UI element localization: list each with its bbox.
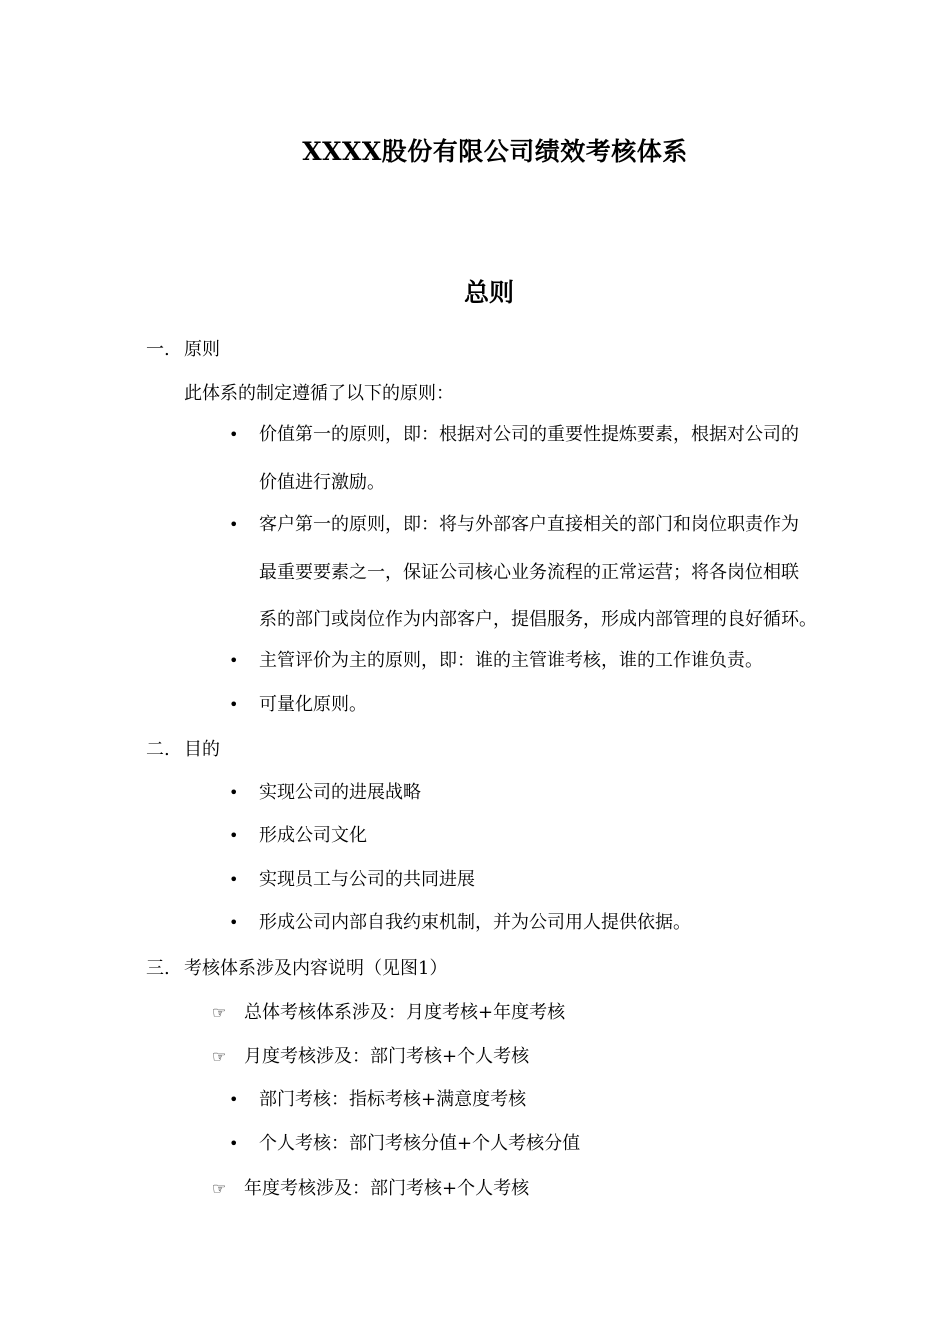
section-3-number: 三. [146, 958, 170, 979]
section-title: 总则 [463, 278, 514, 307]
section-2-number: 二. [146, 739, 170, 760]
bullet-icon: • [229, 695, 239, 714]
bullet-icon: • [229, 515, 239, 534]
bullet-icon: • [229, 913, 239, 932]
scope-item-2: 月度考核涉及：部门考核+个人考核 [244, 1046, 530, 1067]
bullet-icon: • [229, 783, 239, 802]
principle-4-line-1: 可量化原则。 [259, 694, 367, 715]
bullet-icon: • [229, 651, 239, 670]
scope-item-5: 年度考核涉及：部门考核+个人考核 [244, 1178, 530, 1199]
section-1-heading: 原则 [184, 339, 220, 360]
section-1-intro: 此体系的制定遵循了以下的原则： [184, 383, 454, 404]
principle-3-line-1: 主管评价为主的原则，即：谁的主管谁考核，谁的工作谁负责。 [259, 650, 763, 671]
scope-item-1: 总体考核体系涉及：月度考核+年度考核 [244, 1002, 566, 1023]
pointing-hand-icon: ☞ [212, 1003, 227, 1022]
purpose-4: 形成公司内部自我约束机制，并为公司用人提供依据。 [259, 912, 691, 933]
bullet-icon: • [229, 425, 239, 444]
principle-2-line-2: 最重要要素之一，保证公司核心业务流程的正常运营；将各岗位相联 [259, 562, 799, 583]
bullet-icon: • [229, 826, 239, 845]
purpose-1: 实现公司的进展战略 [259, 782, 421, 803]
bullet-icon: • [229, 870, 239, 889]
scope-item-4: 个人考核：部门考核分值+个人考核分值 [259, 1133, 581, 1154]
purpose-3: 实现员工与公司的共同进展 [259, 869, 475, 890]
section-1-number: 一. [146, 339, 170, 360]
section-3-heading: 考核体系涉及内容说明（见图1） [184, 958, 448, 979]
principle-1-line-2: 价值进行激励。 [259, 472, 385, 493]
principle-1-line-1: 价值第一的原则，即：根据对公司的重要性提炼要素，根据对公司的 [259, 424, 799, 445]
pointing-hand-icon: ☞ [212, 1179, 227, 1198]
principle-2-line-3: 系的部门或岗位作为内部客户，提倡服务，形成内部管理的良好循环。 [259, 609, 817, 630]
purpose-2: 形成公司文化 [259, 825, 367, 846]
scope-item-3: 部门考核：指标考核+满意度考核 [259, 1089, 527, 1110]
pointing-hand-icon: ☞ [212, 1047, 227, 1066]
bullet-icon: • [229, 1134, 239, 1153]
bullet-icon: • [229, 1090, 239, 1109]
document-title: XXXX股份有限公司绩效考核体系 [302, 137, 688, 166]
section-2-heading: 目的 [184, 739, 220, 760]
principle-2-line-1: 客户第一的原则，即：将与外部客户直接相关的部门和岗位职责作为 [259, 514, 799, 535]
